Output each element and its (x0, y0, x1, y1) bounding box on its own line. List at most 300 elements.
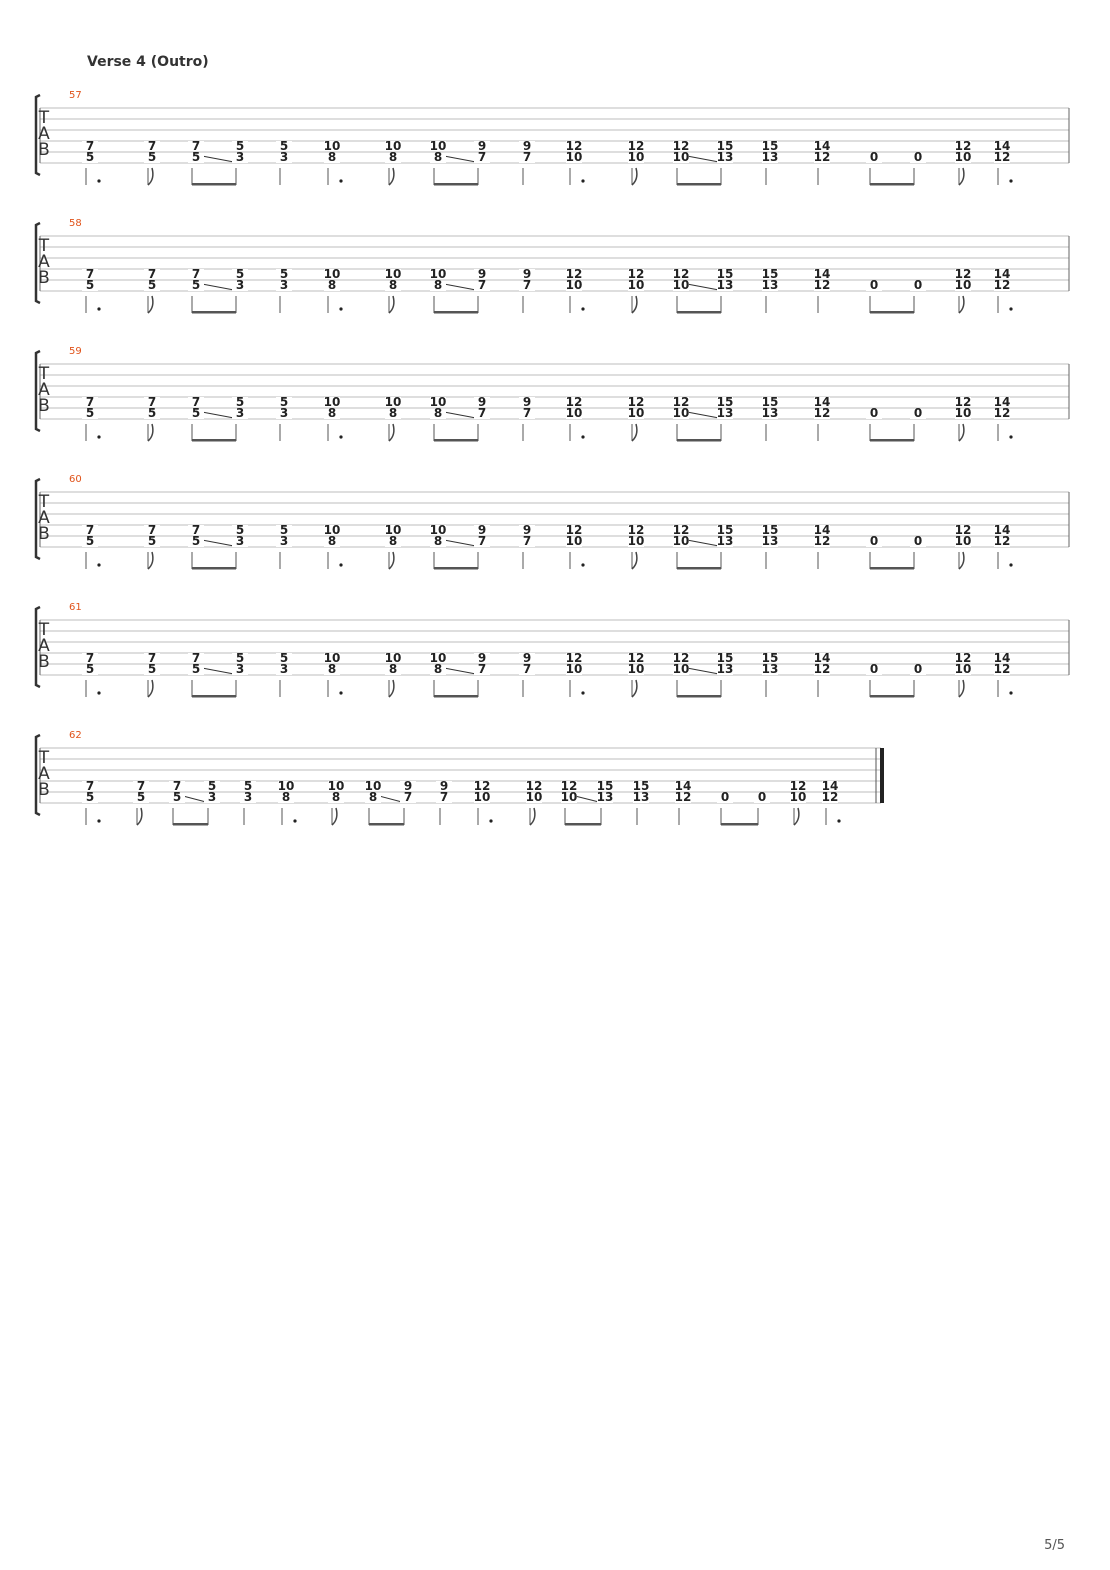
slide-line (183, 796, 206, 802)
fret-number-lower: 7 (477, 406, 487, 420)
fret-number-lower: 8 (327, 662, 337, 676)
fret-number-upper: 10 (323, 267, 341, 281)
fret-number-upper: 14 (821, 779, 839, 793)
fret-number-lower: 3 (207, 790, 217, 804)
fret-number-lower: 7 (522, 662, 532, 676)
fret-number-lower: 10 (627, 534, 645, 548)
eighth-flag (148, 680, 153, 697)
fret-number-lower: 5 (85, 406, 95, 420)
staff-svg (30, 484, 1075, 584)
beam (434, 567, 478, 570)
fret-number-lower: 13 (761, 662, 779, 676)
fret-number-lower: 5 (147, 278, 157, 292)
fret-number-upper: 14 (813, 523, 831, 537)
fret-number-lower: 10 (560, 790, 578, 804)
measure-number: 62 (69, 730, 82, 741)
measure-number: 60 (69, 474, 82, 485)
dot-mark (339, 563, 342, 566)
fret-number-upper: 14 (813, 267, 831, 281)
fret-number-lower: 12 (813, 278, 831, 292)
beam (870, 567, 914, 570)
eighth-flag (632, 424, 637, 441)
fret-number-upper: 12 (627, 267, 645, 281)
fret-number-lower: 13 (596, 790, 614, 804)
slide-line (202, 156, 234, 162)
eighth-flag (148, 296, 153, 313)
fret-number-lower: 0 (869, 534, 879, 548)
fret-number-lower: 5 (191, 662, 201, 676)
fret-number-upper: 14 (674, 779, 692, 793)
slide-line (379, 796, 402, 802)
fret-number-lower: 10 (565, 662, 583, 676)
fret-number-upper: 9 (477, 523, 487, 537)
slide-line (444, 284, 476, 290)
fret-number-upper: 12 (565, 523, 583, 537)
fret-number-lower: 0 (913, 662, 923, 676)
fret-number-lower: 8 (327, 150, 337, 164)
slide-line (202, 668, 234, 674)
fret-number-upper: 10 (323, 395, 341, 409)
tab-staff (30, 346, 1075, 456)
fret-number-upper: 15 (761, 395, 779, 409)
dot-mark (339, 307, 342, 310)
fret-number-lower: 3 (235, 662, 245, 676)
fret-number-upper: 7 (191, 523, 201, 537)
fret-number-upper: 14 (993, 139, 1011, 153)
dot-mark (1009, 179, 1012, 182)
fret-number-lower: 12 (813, 662, 831, 676)
fret-number-upper: 9 (522, 523, 532, 537)
fret-number-upper: 12 (627, 523, 645, 537)
fret-number-upper: 12 (954, 523, 972, 537)
beam (677, 311, 721, 314)
fret-number-upper: 15 (716, 651, 734, 665)
fret-number-upper: 7 (85, 395, 95, 409)
staff-svg (30, 100, 1075, 200)
fret-number-upper: 7 (147, 395, 157, 409)
fret-number-upper: 7 (136, 779, 146, 793)
fret-number-lower: 13 (716, 150, 734, 164)
fret-number-lower: 0 (869, 150, 879, 164)
staff-svg (30, 356, 1075, 456)
fret-number-lower: 8 (327, 406, 337, 420)
eighth-flag (632, 168, 637, 185)
fret-number-lower: 0 (869, 662, 879, 676)
fret-number-lower: 13 (716, 278, 734, 292)
fret-number-lower: 10 (565, 150, 583, 164)
slide-line (444, 668, 476, 674)
staff-svg (30, 740, 1075, 840)
tab-staff (30, 90, 1075, 200)
fret-number-lower: 8 (388, 278, 398, 292)
tab-clef-letter: B (38, 780, 50, 800)
eighth-flag (959, 168, 964, 185)
fret-number-lower: 10 (672, 278, 690, 292)
fret-number-upper: 12 (672, 267, 690, 281)
fret-number-lower: 10 (954, 662, 972, 676)
fret-number-lower: 7 (477, 662, 487, 676)
fret-number-upper: 15 (761, 651, 779, 665)
fret-number-lower: 8 (433, 278, 443, 292)
beam (369, 823, 404, 826)
fret-number-lower: 0 (913, 406, 923, 420)
fret-number-lower: 8 (388, 150, 398, 164)
fret-number-upper: 10 (429, 267, 447, 281)
dot-mark (581, 435, 584, 438)
fret-number-lower: 10 (672, 150, 690, 164)
fret-number-upper: 14 (993, 651, 1011, 665)
fret-number-upper: 10 (429, 651, 447, 665)
end-barline-thick (880, 748, 884, 803)
eighth-flag (959, 680, 964, 697)
beam (434, 439, 478, 442)
tab-clef-letter: B (38, 396, 50, 416)
fret-number-upper: 15 (761, 139, 779, 153)
dot-mark (339, 691, 342, 694)
fret-number-lower: 7 (477, 278, 487, 292)
tab-clef-letter: A (38, 636, 50, 656)
beam (192, 311, 236, 314)
dot-mark (581, 307, 584, 310)
tab-staff (30, 602, 1075, 712)
fret-number-upper: 10 (429, 523, 447, 537)
eighth-flag (148, 424, 153, 441)
fret-number-lower: 8 (388, 534, 398, 548)
tab-clef-letter: A (38, 380, 50, 400)
fret-number-upper: 12 (954, 139, 972, 153)
fret-number-lower: 13 (716, 662, 734, 676)
fret-number-upper: 14 (993, 395, 1011, 409)
fret-number-upper: 15 (716, 139, 734, 153)
staff-svg (30, 612, 1075, 712)
fret-number-lower: 8 (433, 406, 443, 420)
fret-number-upper: 9 (522, 267, 532, 281)
fret-number-upper: 12 (672, 523, 690, 537)
fret-number-lower: 10 (565, 406, 583, 420)
tab-clef-letter: A (38, 764, 50, 784)
fret-number-lower: 10 (627, 662, 645, 676)
fret-number-lower: 10 (627, 406, 645, 420)
fret-number-upper: 10 (429, 139, 447, 153)
beam (677, 183, 721, 186)
fret-number-lower: 5 (85, 790, 95, 804)
tab-clef-letter: T (38, 492, 50, 512)
fret-number-lower: 12 (813, 534, 831, 548)
fret-number-upper: 10 (384, 523, 402, 537)
fret-number-upper: 5 (235, 395, 245, 409)
dot-mark (97, 819, 100, 822)
slide-line (202, 284, 234, 290)
fret-number-upper: 12 (473, 779, 491, 793)
fret-number-upper: 5 (279, 651, 289, 665)
fret-number-upper: 10 (384, 267, 402, 281)
slide-line (687, 284, 719, 290)
tab-clef-letter: B (38, 140, 50, 160)
fret-number-upper: 14 (813, 395, 831, 409)
fret-number-lower: 3 (279, 534, 289, 548)
eighth-flag (389, 680, 394, 697)
fret-number-lower: 7 (403, 790, 413, 804)
fret-number-lower: 3 (279, 278, 289, 292)
fret-number-upper: 10 (277, 779, 295, 793)
dot-mark (581, 563, 584, 566)
fret-number-lower: 0 (913, 534, 923, 548)
dot-mark (1009, 307, 1012, 310)
fret-number-lower: 5 (147, 406, 157, 420)
fret-number-lower: 10 (473, 790, 491, 804)
staff-svg (30, 228, 1075, 328)
fret-number-lower: 5 (191, 534, 201, 548)
eighth-flag (794, 808, 799, 825)
fret-number-upper: 12 (789, 779, 807, 793)
fret-number-lower: 5 (85, 278, 95, 292)
beam (192, 183, 236, 186)
tab-clef-letter: B (38, 652, 50, 672)
dot-mark (489, 819, 492, 822)
fret-number-upper: 9 (477, 651, 487, 665)
fret-number-upper: 5 (235, 523, 245, 537)
fret-number-upper: 5 (235, 267, 245, 281)
fret-number-lower: 5 (191, 278, 201, 292)
fret-number-lower: 8 (327, 278, 337, 292)
slide-line (202, 412, 234, 418)
slide-line (444, 156, 476, 162)
eighth-flag (632, 552, 637, 569)
fret-number-upper: 12 (954, 651, 972, 665)
tab-clef-letter: B (38, 268, 50, 288)
fret-number-upper: 10 (384, 395, 402, 409)
fret-number-lower: 5 (85, 534, 95, 548)
dot-mark (581, 691, 584, 694)
eighth-flag (632, 296, 637, 313)
tab-clef-letter: A (38, 508, 50, 528)
tab-clef-letter: A (38, 124, 50, 144)
fret-number-lower: 5 (147, 534, 157, 548)
fret-number-lower: 10 (525, 790, 543, 804)
slide-line (687, 412, 719, 418)
tab-clef-letter: B (38, 524, 50, 544)
fret-number-lower: 5 (85, 150, 95, 164)
fret-number-upper: 10 (323, 651, 341, 665)
slide-line (444, 540, 476, 546)
fret-number-lower: 3 (279, 406, 289, 420)
fret-number-lower: 8 (281, 790, 291, 804)
fret-number-upper: 12 (954, 395, 972, 409)
fret-number-upper: 5 (243, 779, 253, 793)
eighth-flag (389, 296, 394, 313)
fret-number-upper: 12 (627, 395, 645, 409)
fret-number-upper: 7 (147, 267, 157, 281)
fret-number-upper: 5 (279, 395, 289, 409)
fret-number-upper: 12 (565, 651, 583, 665)
fret-number-lower: 12 (993, 278, 1011, 292)
fret-number-upper: 14 (993, 267, 1011, 281)
dot-mark (97, 691, 100, 694)
fret-number-lower: 8 (433, 534, 443, 548)
fret-number-lower: 8 (388, 662, 398, 676)
fret-number-upper: 12 (565, 267, 583, 281)
fret-number-upper: 14 (993, 523, 1011, 537)
fret-number-lower: 7 (522, 534, 532, 548)
dot-mark (1009, 691, 1012, 694)
beam (677, 439, 721, 442)
fret-number-upper: 5 (279, 523, 289, 537)
tab-staff (30, 730, 1075, 840)
fret-number-lower: 13 (761, 534, 779, 548)
fret-number-lower: 10 (954, 406, 972, 420)
fret-number-lower: 8 (433, 150, 443, 164)
fret-number-lower: 5 (191, 150, 201, 164)
measure-number: 61 (69, 602, 82, 613)
beam (434, 183, 478, 186)
fret-number-lower: 8 (433, 662, 443, 676)
dot-mark (1009, 563, 1012, 566)
fret-number-upper: 10 (364, 779, 382, 793)
fret-number-lower: 3 (279, 662, 289, 676)
fret-number-lower: 13 (761, 278, 779, 292)
fret-number-lower: 0 (869, 278, 879, 292)
measure-number: 59 (69, 346, 82, 357)
fret-number-upper: 15 (632, 779, 650, 793)
fret-number-upper: 12 (525, 779, 543, 793)
eighth-flag (137, 808, 142, 825)
fret-number-lower: 10 (789, 790, 807, 804)
fret-number-lower: 0 (913, 278, 923, 292)
fret-number-upper: 9 (522, 139, 532, 153)
fret-number-upper: 7 (85, 523, 95, 537)
fret-number-lower: 12 (993, 662, 1011, 676)
dot-mark (293, 819, 296, 822)
fret-number-upper: 7 (191, 139, 201, 153)
eighth-flag (389, 424, 394, 441)
fret-number-upper: 9 (522, 395, 532, 409)
fret-number-upper: 10 (384, 139, 402, 153)
fret-number-lower: 5 (147, 150, 157, 164)
fret-number-upper: 7 (172, 779, 182, 793)
fret-number-lower: 3 (235, 278, 245, 292)
beam (192, 567, 236, 570)
fret-number-upper: 12 (627, 139, 645, 153)
fret-number-upper: 9 (477, 267, 487, 281)
eighth-flag (148, 552, 153, 569)
beam (870, 311, 914, 314)
fret-number-lower: 3 (235, 406, 245, 420)
fret-number-upper: 7 (147, 523, 157, 537)
dot-mark (97, 563, 100, 566)
fret-number-lower: 3 (235, 150, 245, 164)
fret-number-upper: 5 (279, 267, 289, 281)
fret-number-lower: 0 (913, 150, 923, 164)
fret-number-upper: 9 (439, 779, 449, 793)
fret-number-lower: 10 (954, 278, 972, 292)
fret-number-lower: 0 (869, 406, 879, 420)
fret-number-lower: 7 (477, 150, 487, 164)
tab-clef-letter: T (38, 748, 50, 768)
fret-number-upper: 5 (207, 779, 217, 793)
fret-number-upper: 7 (85, 779, 95, 793)
fret-number-lower: 10 (565, 534, 583, 548)
fret-number-lower: 8 (327, 534, 337, 548)
fret-number-lower: 13 (632, 790, 650, 804)
slide-line (687, 668, 719, 674)
fret-number-lower: 8 (388, 406, 398, 420)
fret-number-upper: 12 (627, 651, 645, 665)
fret-number-lower: 10 (954, 150, 972, 164)
tab-staff (30, 218, 1075, 328)
fret-number-lower: 12 (813, 406, 831, 420)
dot-mark (1009, 435, 1012, 438)
fret-number-lower: 8 (331, 790, 341, 804)
fret-number-upper: 15 (761, 267, 779, 281)
fret-number-upper: 7 (191, 267, 201, 281)
tab-staff (30, 474, 1075, 584)
fret-number-upper: 5 (235, 651, 245, 665)
fret-number-upper: 7 (147, 651, 157, 665)
fret-number-upper: 15 (761, 523, 779, 537)
fret-number-lower: 7 (477, 534, 487, 548)
fret-number-upper: 12 (560, 779, 578, 793)
fret-number-lower: 5 (147, 662, 157, 676)
fret-number-upper: 10 (429, 395, 447, 409)
fret-number-upper: 7 (191, 651, 201, 665)
fret-number-lower: 10 (672, 662, 690, 676)
dot-mark (97, 435, 100, 438)
fret-number-lower: 0 (757, 790, 767, 804)
fret-number-lower: 0 (720, 790, 730, 804)
fret-number-lower: 10 (954, 534, 972, 548)
fret-number-upper: 15 (596, 779, 614, 793)
slide-line (444, 412, 476, 418)
tab-clef-letter: T (38, 236, 50, 256)
tab-clef-letter: T (38, 620, 50, 640)
slide-line (687, 156, 719, 162)
beam (434, 695, 478, 698)
fret-number-upper: 7 (85, 267, 95, 281)
dot-mark (339, 179, 342, 182)
beam (192, 695, 236, 698)
fret-number-lower: 13 (761, 150, 779, 164)
fret-number-lower: 12 (993, 406, 1011, 420)
slide-line (575, 796, 599, 802)
fret-number-lower: 5 (85, 662, 95, 676)
beam (434, 311, 478, 314)
tab-clef-letter: T (38, 364, 50, 384)
fret-number-upper: 15 (716, 395, 734, 409)
fret-number-lower: 10 (565, 278, 583, 292)
beam (870, 439, 914, 442)
fret-number-upper: 10 (323, 139, 341, 153)
fret-number-upper: 12 (954, 267, 972, 281)
fret-number-lower: 10 (627, 278, 645, 292)
beam (192, 439, 236, 442)
fret-number-lower: 10 (672, 406, 690, 420)
fret-number-lower: 7 (522, 150, 532, 164)
page-number: 5/5 (1044, 1538, 1065, 1553)
fret-number-lower: 3 (279, 150, 289, 164)
fret-number-lower: 7 (522, 278, 532, 292)
dot-mark (837, 819, 840, 822)
eighth-flag (148, 168, 153, 185)
fret-number-upper: 12 (565, 395, 583, 409)
eighth-flag (332, 808, 337, 825)
fret-number-lower: 7 (522, 406, 532, 420)
fret-number-lower: 13 (716, 406, 734, 420)
fret-number-lower: 10 (627, 150, 645, 164)
eighth-flag (959, 296, 964, 313)
fret-number-lower: 8 (368, 790, 378, 804)
fret-number-lower: 12 (813, 150, 831, 164)
fret-number-upper: 15 (716, 267, 734, 281)
